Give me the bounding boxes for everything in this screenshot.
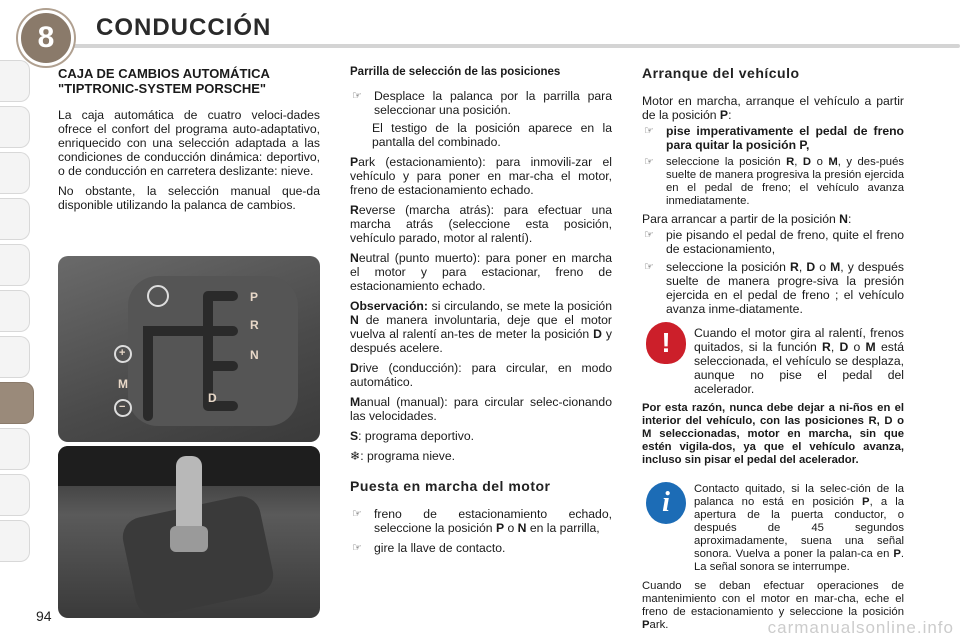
- section-heading: CAJA DE CAMBIOS AUTOMÁTICA "TIPTRONIC-SYSTEM PORSCHE": [58, 66, 270, 96]
- maintenance-text: Cuando se deban efectuar operaciones de mantenimiento con el motor en mar-cha, eche el freno de estacionamiento y seleccione la posición Park.: [642, 580, 904, 631]
- bullet-hand-icon: ☞: [644, 261, 654, 273]
- bullet-hand-icon: ☞: [644, 229, 654, 241]
- paragraph: No obstante, la selección manual que-da disponible utilizando la palanca de cambios.: [58, 184, 320, 212]
- side-tab[interactable]: [0, 336, 30, 378]
- side-tabs: [0, 60, 30, 600]
- gate-label-n: N: [250, 348, 259, 362]
- gate-label-plus: +: [119, 347, 126, 359]
- gate-label-r: R: [250, 318, 259, 332]
- side-tab[interactable]: [0, 60, 30, 102]
- side-tab[interactable]: [0, 290, 30, 332]
- header-rule: [40, 44, 960, 48]
- bullet-hand-icon: ☞: [644, 125, 654, 137]
- list-item: ☞ gire la llave de contacto.: [352, 541, 506, 555]
- bullet-hand-icon: ☞: [352, 508, 362, 520]
- gate-label-m: M: [118, 377, 128, 391]
- list-item: ☞ pise imperativamente el pedal de freno para quitar la posición P,: [644, 124, 904, 152]
- page-number: 94: [36, 608, 52, 624]
- paragraph: Observación: si circulando, se mete la posición N de manera involuntaria, deje que el motor vuelva al ralentí an-tes de meter la posición D y después acelere.: [350, 299, 612, 355]
- paragraph: Neutral (punto muerto): para poner en marcha el motor y para estacionar, freno de estacionamiento echado.: [350, 251, 612, 293]
- column-2: [350, 66, 612, 559]
- snowflake-icon: ❄: [350, 449, 361, 463]
- list-item: ☞ freno de estacionamiento echado, seleccione la posición P o N en la parrilla,: [352, 507, 612, 535]
- warning-emphasis: Por esta razón, nunca debe dejar a ni-ños en el interior del vehículo, con las posiciones R, D o M seleccionadas, motor en marcha, sin que estén vigila-dos, ya que el vehículo avanza, incluso sin pisar el pedal del acelerador.: [642, 402, 904, 466]
- list-item: ☞ Desplace la palanca por la parrilla para seleccionar una posición.: [352, 89, 612, 117]
- paragraph: Manual (manual): para circular selec-cionando las velocidades.: [350, 395, 612, 423]
- paragraph: La caja automática de cuatro veloci-dades ofrece el confort del programa auto-adaptativo, enriquecido con una selección adaptada a las condiciones de conducción dinámica: deportivo, o de conducción en carretera deslizante: nieve.: [58, 108, 320, 178]
- section-heading: Arranque del vehículo: [642, 65, 800, 81]
- warning-text: Cuando el motor gira al ralentí, frenos quitados, si la función R, D o M está seleccionada, el vehículo se desplaza, aunque no pise el pedal del acelerador.: [694, 326, 904, 396]
- paragraph: Para arrancar a partir de la posición N:: [642, 212, 852, 226]
- gear-lever-illustration: [58, 446, 320, 618]
- chapter-title: CONDUCCIÓN: [96, 14, 272, 41]
- side-tab[interactable]: [0, 244, 30, 286]
- gear-gate-illustration: [58, 256, 320, 442]
- list-item: ☞ pie pisando el pedal de freno, quite el freno de estacionamiento,: [644, 228, 904, 256]
- side-tab-active[interactable]: [0, 382, 34, 424]
- chapter-badge: 8: [18, 10, 74, 66]
- info-icon: i: [646, 482, 686, 524]
- paragraph: El testigo de la posición aparece en la pantalla del combinado.: [372, 121, 612, 149]
- paragraph: S: programa deportivo.: [350, 429, 474, 443]
- subheading: Parrilla de selección de las posiciones: [350, 66, 561, 78]
- side-tab[interactable]: [0, 428, 30, 470]
- gate-label-p: P: [250, 290, 259, 304]
- gear-lever-photo: [58, 446, 320, 618]
- side-tab[interactable]: [0, 198, 30, 240]
- gate-label-minus: −: [119, 401, 126, 413]
- info-text: Contacto quitado, si la selec-ción de la palanca no está en posición P, a la apertura de la puerta conductor, o después de 45 segundos aproximadamente, suena una señal sonora. Vuelva a poner la palan-ca en P. La señal sonora se interrumpe.: [694, 483, 904, 573]
- exclamation-icon: !: [646, 322, 686, 364]
- gear-selector-photo: [58, 256, 320, 442]
- section-heading: Puesta en marcha del motor: [350, 478, 551, 494]
- side-tab[interactable]: [0, 520, 30, 562]
- paragraph: Drive (conducción): para circular, en modo automático.: [350, 361, 612, 389]
- side-tab[interactable]: [0, 474, 30, 516]
- side-tab[interactable]: [0, 106, 30, 148]
- bullet-hand-icon: ☞: [352, 90, 362, 102]
- bullet-hand-icon: ☞: [352, 542, 362, 554]
- bullet-hand-icon: ☞: [644, 156, 654, 168]
- side-tab[interactable]: [0, 152, 30, 194]
- column-1: [58, 66, 320, 218]
- paragraph: Motor en marcha, arranque el vehículo a partir de la posición P:: [642, 94, 904, 122]
- watermark: carmanualsonline.info: [767, 618, 954, 637]
- paragraph: Reverse (marcha atrás): para efectuar una marcha atrás (seleccione esta posición, vehículo parado, motor al ralentí).: [350, 203, 612, 245]
- paragraph: Park (estacionamiento): para inmovili-zar el vehículo y para poner en mar-cha el motor, freno de estacionamiento echado.: [350, 155, 612, 197]
- gate-label-d: D: [208, 391, 217, 405]
- paragraph: ❄: programa nieve.: [350, 449, 456, 463]
- list-item: ☞ seleccione la posición R, D o M, y des-pués suelte de manera progresiva la presión ejercida en el pedal de freno; el vehículo avanza inmediatamente.: [644, 156, 905, 207]
- list-item: ☞ seleccione la posición R, D o M, y después suelte de manera progre-siva la presión ejercida en el pedal de freno ; el vehículo avanza inme-diatamente.: [644, 260, 904, 316]
